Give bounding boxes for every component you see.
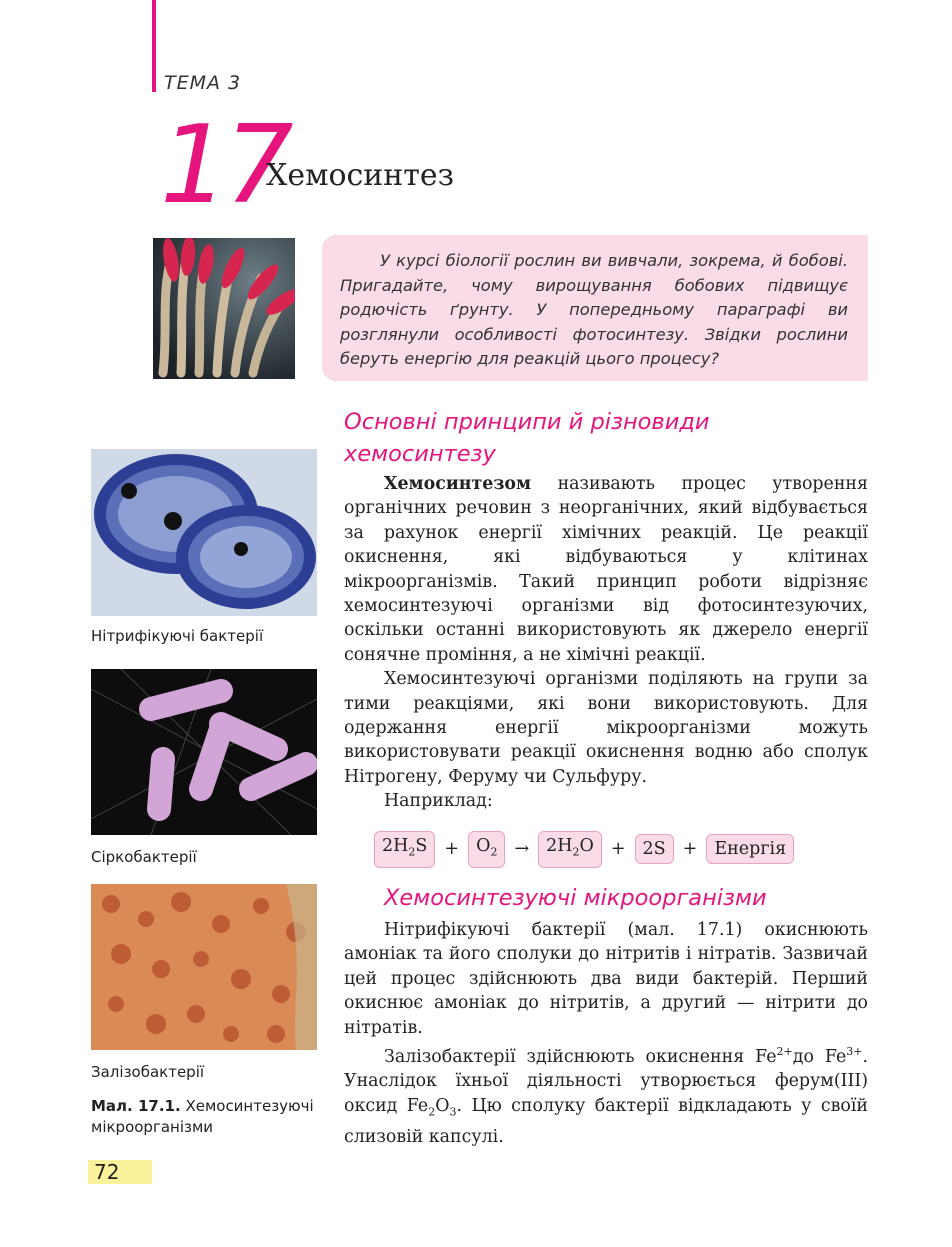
equation-term-h2o: $2H_2O$ (538, 831, 602, 868)
section1-p1-text: називають процес утворення органічних речовин з неорганічних, який відбувається за рахунок енергії хімічних реакцій. Це реакції окиснення, які відбуваються у клітинах мікроорганізмів. Такий принцип роботи відрізняє хемосинтезуючі організми від фотосинтезуючих, оскільки останні використовують як джерело енергії сонячне проміння, а не хімічні реакції. (344, 474, 868, 665)
section1-body (344, 472, 868, 814)
page-number: 72 (88, 1160, 152, 1184)
iron-bacteria-illustration (91, 884, 317, 1050)
section2-paragraph-1: Нітрифікуючі бактерії (мал. 17.1) окиснюють амоніак та його сполуки до нітритів і нітратів. Зазвичай цей процес здійснюють два види бактерій. Перший окиснює амоніак до нітритів, а другий — нітрити до нітратів. (344, 920, 868, 1038)
sulfur-bacteria-photo (91, 669, 317, 835)
term-chemosynthesis: Хемосинтезом (384, 474, 532, 494)
equation-plus: + (444, 839, 460, 860)
figure-caption (91, 1096, 316, 1138)
chemical-equation (374, 831, 794, 868)
figure-caption-label: Мал. 17.1. (91, 1097, 181, 1115)
chapter-title: Хемосинтез (266, 158, 455, 193)
equation-term-energy: Енергія (706, 834, 794, 864)
chapter-number: 17 (160, 103, 290, 228)
section1-heading: Основні принципи й різновиди хемосинтезу (344, 409, 710, 467)
section1-paragraph-3: Наприклад: (384, 791, 493, 812)
equation-plus: + (610, 839, 626, 860)
section2-paragraph-2: Залізобактерії здійснюють окиснення $Fe^{2+}до$ $Fe^{3+}$. Унаслідок їхньої діяльності утворюється ферум(ІІІ) оксид $Fe_2O_3$. Цю сполуку бактерії відкладають у своїй слизовій капсулі. (344, 1045, 868, 1147)
figure-caption-text: Хемосинтезуючі мікроорганізми (91, 1097, 314, 1136)
iron-bacteria-photo (91, 884, 317, 1050)
theme-accent-bar (152, 0, 156, 92)
equation-term-s: 2S (635, 834, 674, 864)
section2-body (344, 918, 868, 1149)
equation-arrow: → (514, 839, 530, 860)
equation-plus: + (682, 839, 698, 860)
sulfur-bacteria-illustration (91, 669, 317, 835)
section2-heading: Хемосинтезуючі мікроорганізми (384, 885, 767, 911)
legume-photo (153, 238, 295, 379)
theme-label: ТЕМА 3 (164, 72, 242, 94)
caption-nitrifying: Нітрифікуючі бактерії (91, 627, 264, 645)
caption-iron: Залізобактерії (91, 1063, 205, 1081)
equation-term-h2s: $2H_2S$ (374, 831, 435, 868)
nitrifying-bacteria-photo (91, 449, 317, 616)
nitrifying-bacteria-illustration (91, 449, 317, 616)
equation-term-o2: $O_2$ (468, 831, 505, 868)
caption-sulfur: Сіркобактерії (91, 848, 197, 866)
intro-question-box: У курсі біології рослин ви вивчали, зокрема, й бобові. Пригадайте, чому вирощування бобових підвищує родючість ґрунту. У попередньому параграфі ви розглянули особливості фотосинтезу. Звідки рослини беруть енергію для реакцій цього процесу? (322, 235, 868, 381)
section1-paragraph-2: Хемосинтезуючі організми поділяють на групи за тими реакціями, які вони використовують. Для одержання енергії мікроорганізми можуть використовувати реакції окиснення водню або сполук Нітрогену, Феруму чи Сульфуру. (344, 669, 868, 787)
section1-paragraph-1 (344, 472, 868, 667)
legume-illustration (153, 238, 295, 379)
